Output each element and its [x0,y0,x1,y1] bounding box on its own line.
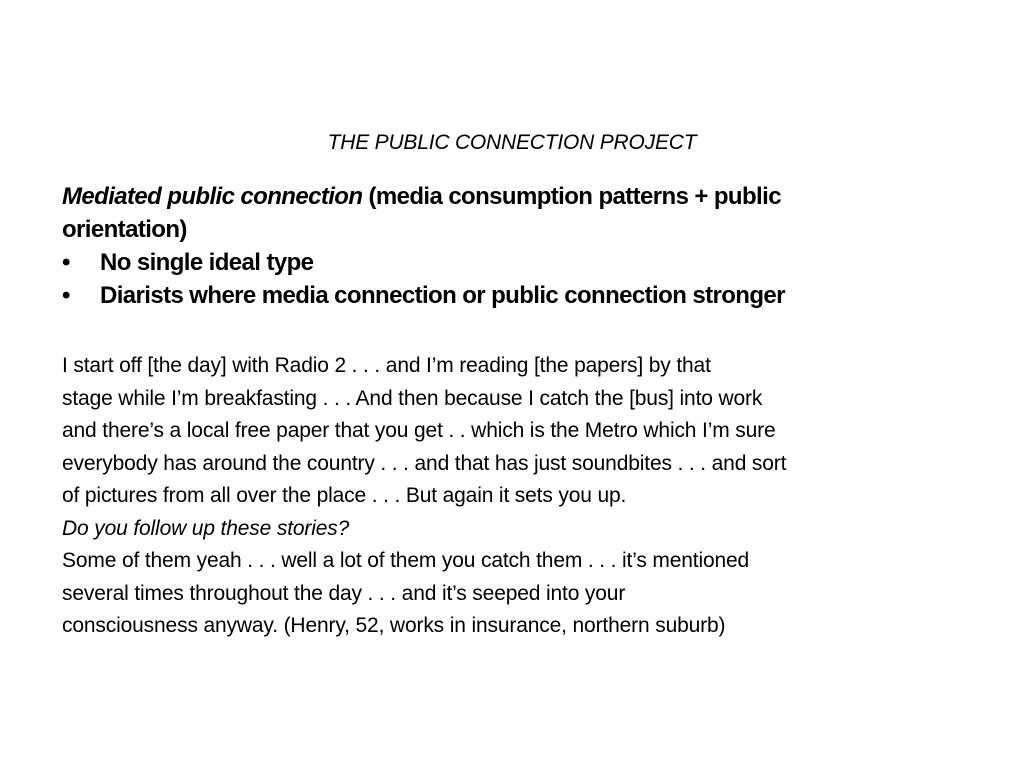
heading-rest: (media consumption patterns + public [362,183,781,210]
quote-line: Some of them yeah . . . well a lot of them you catch them . . . it’s mentioned [62,549,750,572]
bullet-marker: • [62,249,70,276]
bullet-text: Diarists where media connection or public connection stronger [100,282,785,309]
quote-line: several times throughout the day . . . and it’s seeped into your [62,581,626,605]
bullet-marker: • [62,282,70,309]
heading-line-2: orientation) [62,216,187,243]
quote-line: stage while I’m breakfasting . . . And then because I catch the [bus] into work [62,386,763,410]
heading-block [62,180,962,312]
bullet-item-1 [62,246,962,279]
quote-line: everybody has around the country . . . and that has just soundbites . . . and sort [62,451,787,475]
quote-block [62,350,992,643]
heading-line-1 [62,180,962,213]
bullet-text: No single ideal type [100,249,314,276]
quote-line: and there’s a local free paper that you get . . which is the Metro which I’m sure [62,419,776,442]
interview-question: Do you follow up these stories? [62,516,350,540]
bullet-item-2 [62,279,962,312]
quote-line: consciousness anyway. (Henry, 52, works in insurance, northern suburb) [62,614,726,637]
heading-emphasis: Mediated public connection [62,183,363,210]
quote-line: I start off [the day] with Radio 2 . . . and I’m reading [the papers] by that [62,354,711,377]
slide-title: THE PUBLIC CONNECTION PROJECT [327,131,697,154]
quote-line: of pictures from all over the place . . . But again it sets you up. [62,484,627,507]
